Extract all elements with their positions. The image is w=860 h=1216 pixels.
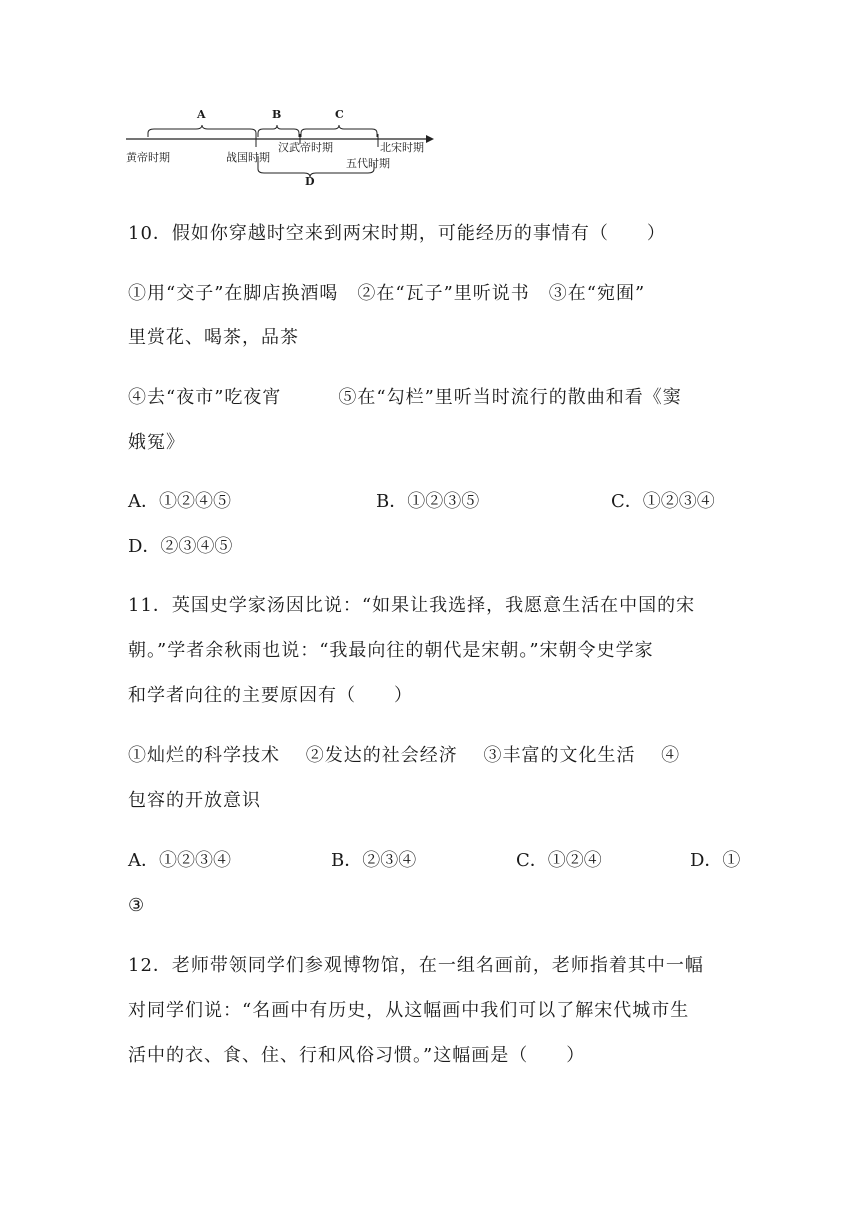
timeline-letter-c: C [335,108,344,121]
q11-option-b: B．②③④ [331,850,417,871]
q11-stem-line-1: 11．英国史学家汤因比说：“如果让我选择，我愿意生活在中国的宋 [128,595,696,616]
timeline-figure [124,106,444,190]
q10-option-b: B．①②③⑤ [376,491,480,512]
q10-items-line-3: ④去“夜市”吃夜宵 ⑤在“勾栏”里听当时流行的散曲和看《窦 [128,387,682,408]
q10-items-line-1: ①用“交子”在脚店换酒喝 ②在“瓦子”里听说书 ③在“宛囿” [128,283,646,304]
timeline-label-beisong: 北宋时期 [380,141,424,154]
q10-items-line-2: 里赏花、喝茶，品茶 [128,327,299,348]
q11-option-c: C．①②④ [516,850,602,871]
timeline-letter-a: A [197,108,206,121]
timeline-letter-d: D [305,175,315,188]
timeline-label-huangdi: 黄帝时期 [126,151,170,164]
q11-option-a: A．①②③④ [128,850,231,871]
q11-option-d-continued: ③ [128,895,145,916]
q11-stem-line-3: 和学者向往的主要原因有（ ） [128,685,413,706]
q10-option-a: A．①②④⑤ [128,491,231,512]
q11-items-line-2: 包容的开放意识 [128,790,261,811]
q11-option-d: D．① [690,850,741,871]
timeline-letter-b: B [272,108,282,121]
timeline-label-zhanguo: 战国时期 [226,151,270,164]
q10-option-c: C．①②③④ [611,491,715,512]
q10-items-line-4: 娥冤》 [128,432,185,453]
q12-stem-line-2: 对同学们说：“名画中有历史，从这幅画中我们可以了解宋代城市生 [128,1000,690,1021]
timeline-label-hanwudi: 汉武帝时期 [278,141,333,154]
q12-stem-line-1: 12．老师带领同学们参观博物馆，在一组名画前，老师指着其中一幅 [128,955,704,976]
q10-option-d: D．②③④⑤ [128,536,233,557]
q10-stem: 10．假如你穿越时空来到两宋时期，可能经历的事情有（ ） [128,223,666,244]
q12-stem-line-3: 活中的衣、食、住、行和风俗习惯。”这幅画是（ ） [128,1045,586,1066]
q11-items-line-1: ①灿烂的科学技术 ②发达的社会经济 ③丰富的文化生活 ④ [128,745,681,766]
timeline-label-wudai: 五代时期 [346,157,390,170]
q11-stem-line-2: 朝。”学者余秋雨也说：“我最向往的朝代是宋朝。”宋朝令史学家 [128,640,654,661]
